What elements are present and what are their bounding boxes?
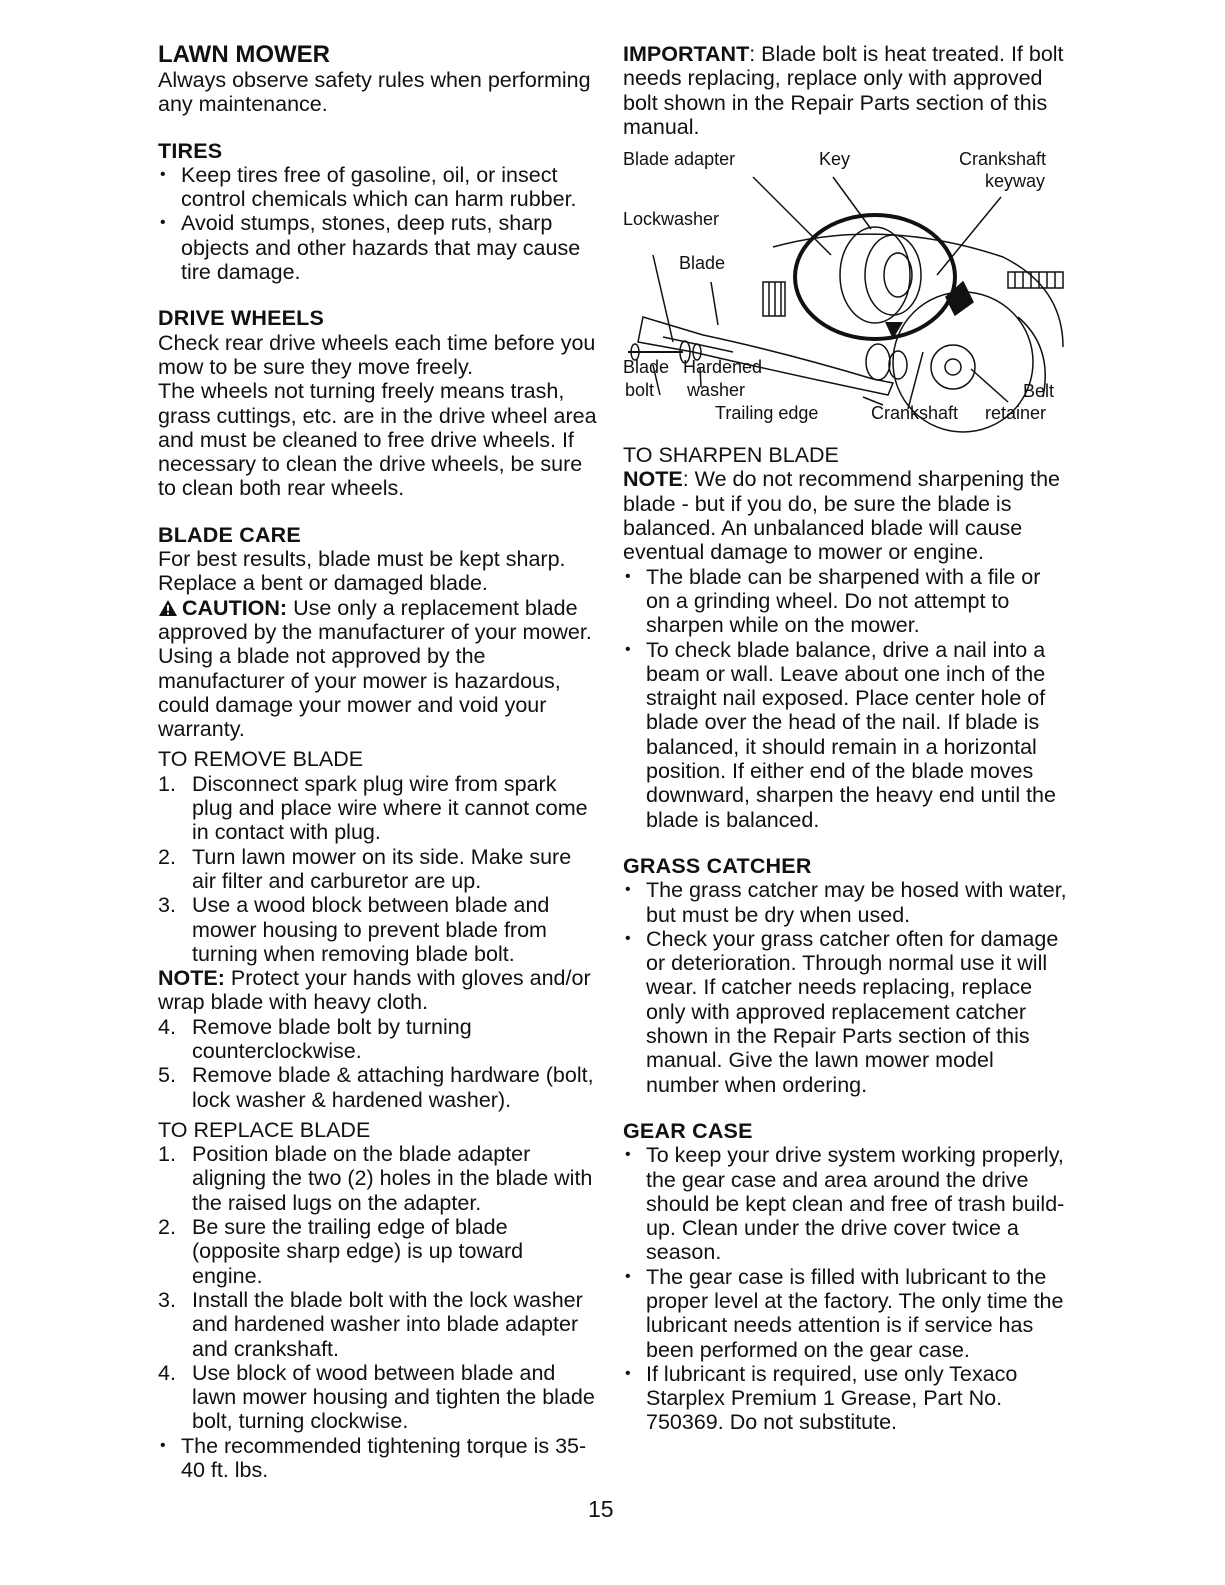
list-item: • Avoid stumps, stones, deep ruts, sharp objects and other hazards that may cause tire damage. [158,211,598,284]
label-blade-bolt-2: bolt [625,380,655,401]
list-item: 3. Use a wood block between blade and mower housing to prevent blade from turning when removing blade bolt. [158,893,550,966]
important-label: IMPORTANT [623,42,750,66]
note-label: NOTE [623,467,683,492]
list-item: 3. Install the blade bolt with the lock washer and hardened washer into blade adapter and crankshaft. [158,1287,583,1361]
gear-case-list [623,1143,1068,1435]
right-column [623,42,1068,1435]
label-trailing-edge: Trailing edge [715,403,819,424]
list-item: • To check blade balance, drive a nail into a beam or wall. Leave about one inch of the straight nail exposed. Place center hole of blade over the head of the nail. If blade is balanced, it should remain in a horizontal position. If either end of the blade moves downward, sharpen the heavy end until the blade is balanced. [623,638,1068,832]
replace-blade-heading: TO REPLACE BLADE [158,1117,371,1142]
warning-icon [158,599,178,617]
replace-steps [158,1142,598,1434]
blade-care-heading: BLADE CARE [158,522,301,547]
list-item: • Keep tires free of gasoline, oil, or insect control chemicals which can harm rubber. [158,163,598,212]
drive-wheels-text-2: The wheels not turning freely means trash, grass cuttings, etc. are in the drive wheel area and must be cleaned to free drive wheels. If necessary to clean the drive wheels, be sure to clean both rear wheels. [158,379,597,501]
list-item: • If lubricant is required, use only Texaco Starplex Premium 1 Grease, Part No. 750369. Do not substitute. [623,1362,1068,1435]
list-item: 2. Be sure the trailing edge of blade (opposite sharp edge) is up toward engine. [158,1215,524,1288]
label-hardened-washer-2: washer [687,380,746,401]
list-item: • The gear case is filled with lubricant to the proper level at the factory. The only time the lubricant needs attention is if service has been performed on the gear case. [623,1265,1068,1362]
label-hardened-washer-1: Hardened [683,357,763,378]
gear-case-heading: GEAR CASE [623,1118,753,1143]
sharpen-note [623,467,1068,564]
list-item: • The recommended tightening torque is 35-40 ft. lbs. [158,1434,598,1483]
blade-care-text: For best results, blade must be kept sharp. Replace a bent or damaged blade. [158,547,566,596]
list-item: • The blade can be sharpened with a file or on a grinding wheel. Do not attempt to sharpen while on the mower. [623,565,1068,638]
grass-catcher-heading: GRASS CATCHER [623,853,812,878]
label-blade-adapter: Blade adapter [623,149,736,170]
tires-list [158,163,598,284]
list-item: 1. Position blade on the blade adapter aligning the two (2) holes in the blade with the raised lugs on the adapter. [158,1142,593,1215]
intro-text: Always observe safety rules when performing any maintenance. [158,68,591,117]
torque-list [158,1434,598,1483]
sharpen-list [623,565,1068,832]
label-blade: Blade [679,253,726,274]
label-lockwasher: Lockwasher [623,209,720,230]
caution-label: CAUTION: [182,595,288,620]
caution-text: Use only a replacement blade approved by the manufacturer of your mower. Using a blade not approved by the manufacturer of your mower is hazardous, could damage your mower and void your warranty. [158,595,592,742]
label-crankshaft: Crankshaft [871,403,959,424]
sharpen-blade-heading: TO SHARPEN BLADE [623,443,839,468]
caution-paragraph [158,596,598,742]
list-item: 2. Turn lawn mower on its side. Make sure air filter and carburetor are up. [158,844,572,893]
label-key: Key [819,149,851,170]
list-item: 4. Remove blade bolt by turning counterclockwise. [158,1014,472,1063]
list-item: 1. Disconnect spark plug wire from spark plug and place wire where it cannot come in contact with plug. [158,771,588,845]
remove-blade-heading: TO REMOVE BLADE [158,747,364,772]
important-paragraph [623,42,1068,139]
label-crankshaft-keyway-1: Crankshaft [959,149,1047,170]
drive-wheels-text: Check rear drive wheels each time before you mow to be sure they move freely. [158,330,596,379]
label-belt-retainer-1: Belt [1023,381,1055,402]
label-blade-bolt-1: Blade [623,357,670,378]
important-text: : Blade bolt is heat treated. If bolt needs replacing, replace only with approved bolt shown in the Repair Parts section of this manual. [623,42,1064,139]
list-item: 5. Remove blade & attaching hardware (bolt, lock washer & hardened washer). [158,1063,594,1112]
note-label: NOTE: [158,966,225,991]
left-column [158,42,598,1482]
list-item: • Check your grass catcher often for damage or deterioration. Through normal use it will wear. If catcher needs replacing, replace only with approved replacement catcher shown in the Repair Parts section of this manual. Give the lawn mower model number when ordering. [623,927,1068,1097]
tires-heading: TIRES [158,138,223,163]
list-item: • To keep your drive system working properly, the gear case and area around the drive should be kept clean and free of trash build-up. Clean under the drive cover twice a season. [623,1143,1068,1264]
label-belt-retainer-2: retainer [985,403,1047,424]
list-item: 4. Use block of wood between blade and lawn mower housing and tighten the blade bolt, turning clockwise. [158,1360,595,1434]
label-crankshaft-keyway-2: keyway [985,171,1046,192]
remove-steps [158,772,598,966]
note-text: : We do not recommend sharpening the blade - but if you do, be sure the blade is balanced. An unbalanced blade will cause eventual damage to mower or engine. [623,467,1061,565]
blade-diagram [623,147,1068,437]
section-title: LAWN MOWER [158,41,330,68]
remove-steps-2 [158,1015,598,1112]
note-text: Protect your hands with gloves and/or wrap blade with heavy cloth. [158,966,591,1015]
list-item: • The grass catcher may be hosed with water, but must be dry when used. [623,878,1068,927]
page-number: 15 [588,1496,614,1522]
grass-catcher-list [623,878,1068,1097]
note-paragraph [158,966,598,1015]
drive-wheels-heading: DRIVE WHEELS [158,306,325,331]
